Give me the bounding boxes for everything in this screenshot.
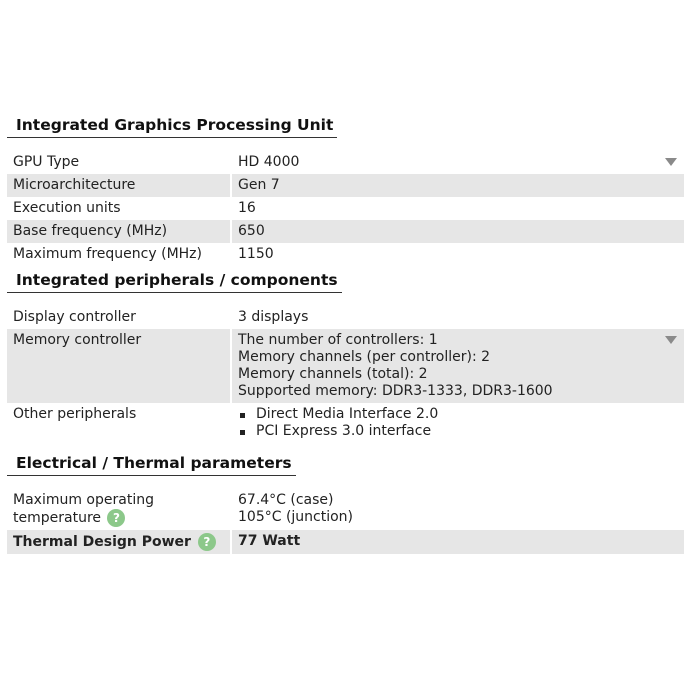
section-title: Integrated peripherals / components [7,270,342,293]
list-item: Direct Media Interface 2.0 [238,406,658,423]
row-label [7,489,231,530]
table-row [7,220,684,243]
row-value: 3 displays [238,309,309,325]
table-row [7,530,684,554]
label-text: temperature [13,510,101,526]
row-value: 1150 [238,246,274,262]
row-value: 77 Watt [231,530,684,554]
memory-line: The number of controllers: 1 [238,332,438,348]
row-value: 16 [238,200,256,216]
row-value [231,151,684,174]
gpu-type-value: HD 4000 [238,154,300,170]
table-row [7,306,684,329]
memory-line: Memory channels (total): 2 [238,366,428,382]
row-label: Microarchitecture [7,174,231,197]
row-value: Gen 7 [231,174,684,197]
question-icon[interactable]: ? [107,509,125,527]
list-item: PCI Express 3.0 interface [238,423,658,440]
row-label: Memory controller [7,329,231,403]
label-text: Thermal Design Power [13,534,191,550]
row-value [231,489,684,530]
row-label [7,530,231,554]
row-label: Maximum frequency (MHz) [7,243,231,266]
section-electrical [7,453,684,476]
section-title: Electrical / Thermal parameters [7,453,296,476]
table-row [7,174,684,197]
spec-panel [7,115,684,554]
label-line: Maximum operating [13,492,154,508]
temperature-line: 105°C (junction) [238,509,354,525]
chevron-down-icon[interactable] [665,158,677,166]
table-row [7,197,684,220]
row-label: Other peripherals [7,403,231,443]
chevron-down-icon[interactable] [665,336,677,344]
section-graphics [7,115,684,138]
peripherals-table [7,306,684,443]
peripherals-list [238,406,658,440]
table-row [7,243,684,266]
table-row [7,489,684,530]
memory-line: Supported memory: DDR3-1333, DDR3-1600 [238,383,553,399]
section-title: Integrated Graphics Processing Unit [7,115,337,138]
row-label: GPU Type [7,151,231,174]
graphics-table [7,151,684,266]
row-value [231,329,684,403]
electrical-table [7,489,684,554]
section-peripherals [7,270,684,293]
memory-line: Memory channels (per controller): 2 [238,349,491,365]
row-value [231,403,684,443]
label-line [13,509,224,527]
row-label: Base frequency (MHz) [7,220,231,243]
question-icon[interactable]: ? [198,533,216,551]
row-label: Display controller [7,306,231,329]
row-label: Execution units [7,197,231,220]
table-row [7,151,684,174]
temperature-line: 67.4°C (case) [238,492,334,508]
table-row [7,403,684,443]
row-value: 650 [231,220,684,243]
table-row [7,329,684,403]
